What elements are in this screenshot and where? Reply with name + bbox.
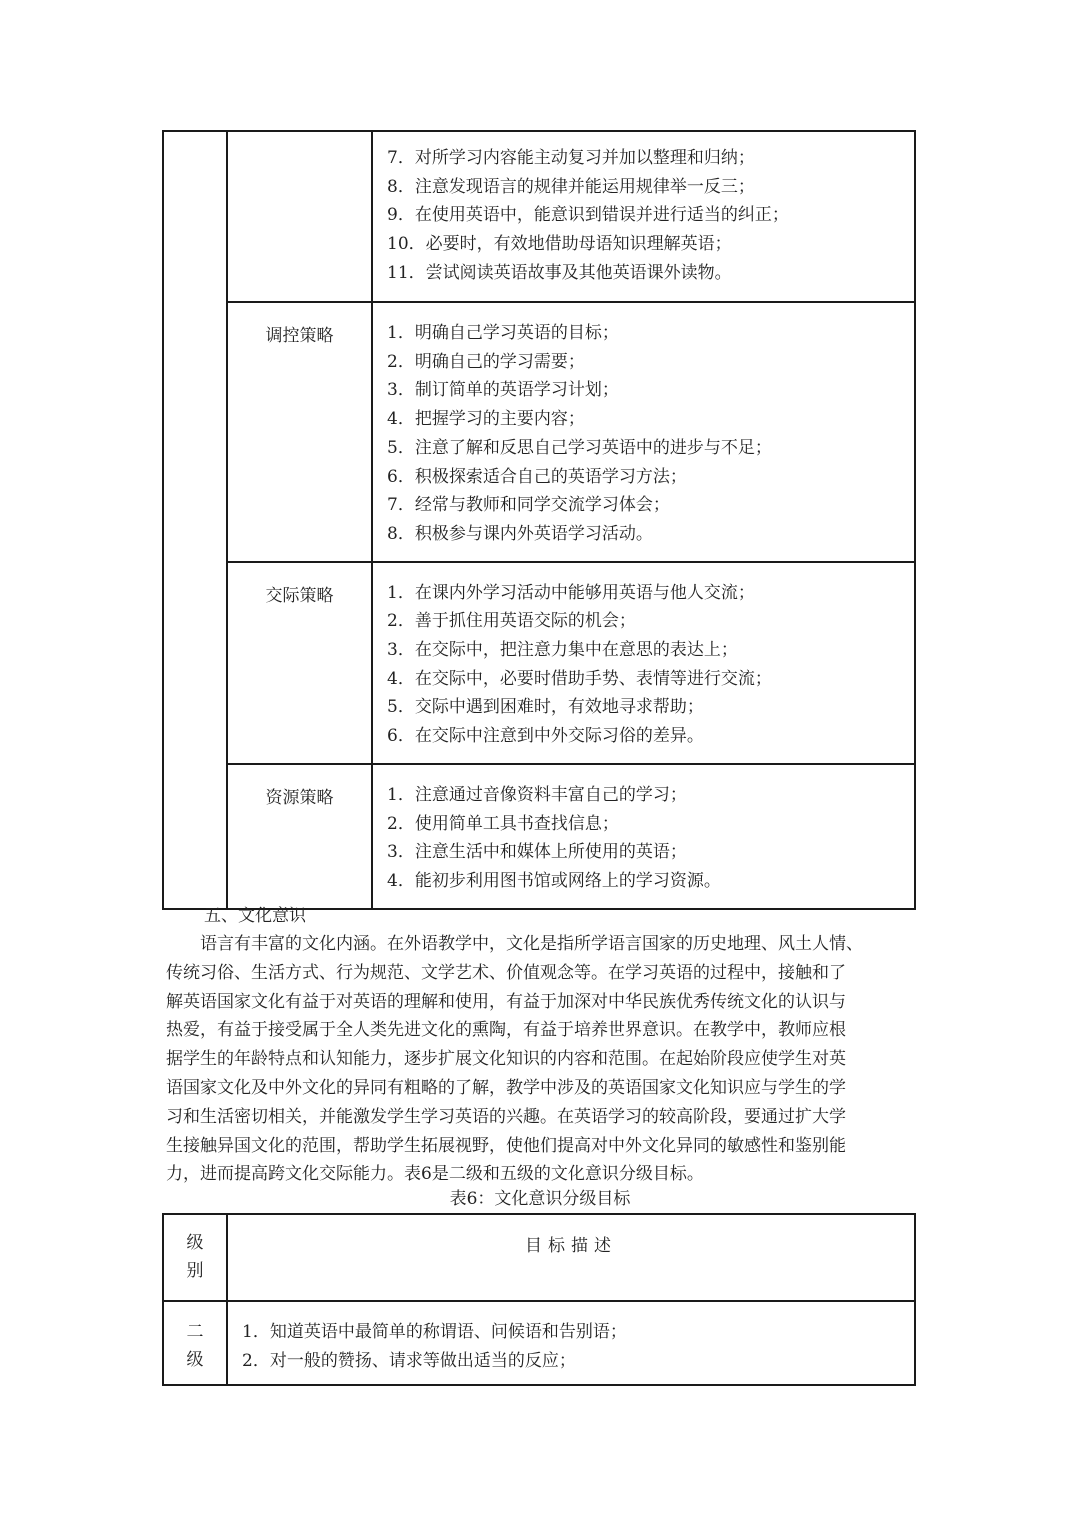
list-item: 3．在交际中，把注意力集中在意思的表达上；	[387, 640, 738, 661]
communicative-items-cell	[372, 562, 915, 764]
list-item: 4．在交际中，必要时借助手势、表情等进行交流；	[387, 668, 772, 689]
table-row-continued	[163, 131, 915, 302]
regulation-strategy-label: 调控策略	[227, 302, 372, 562]
paragraph-line: 热爱，有益于接受属于全人类先进文化的熏陶，有益于培养世界意识。在教学中，教师应根	[166, 1020, 846, 1041]
list-item: 8．积极参与课内外英语学习活动。	[387, 523, 653, 544]
paragraph-line: 习和生活密切相关，并能激发学生学习英语的兴趣。在英语学习的较高阶段，要通过扩大学	[166, 1106, 846, 1127]
body-paragraph	[166, 930, 918, 1189]
level-2-items-cell	[227, 1301, 915, 1385]
list-item: 2．明确自己的学习需要；	[387, 351, 585, 372]
list-item: 4．把握学习的主要内容；	[387, 409, 585, 430]
level-2-cell	[163, 1301, 227, 1385]
header-level-char: 级	[186, 1233, 204, 1253]
list-item: 3．制订简单的英语学习计划；	[387, 380, 619, 401]
list-item: 1．注意通过音像资料丰富自己的学习；	[387, 784, 687, 805]
paragraph-line: 生接触异国文化的范围，帮助学生拓展视野，使他们提高对中外文化异同的敏感性和鉴别能	[166, 1135, 846, 1156]
list-item: 2．使用简单工具书查找信息；	[387, 813, 619, 834]
list-item: 6．积极探索适合自己的英语学习方法；	[387, 466, 687, 487]
list-item: 1．知道英语中最简单的称谓语、问候语和告别语；	[242, 1322, 627, 1342]
paragraph-line: 力，进而提高跨文化交际能力。表6是二级和五级的文化意识分级目标。	[166, 1164, 704, 1185]
paragraph-line: 解英语国家文化有益于对英语的理解和使用，有益于加深对中华民族优秀传统文化的认识与	[166, 991, 846, 1012]
list-item: 6．在交际中注意到中外交际习俗的差异。	[387, 726, 704, 747]
list-item: 10．必要时，有效地借助母语知识理解英语；	[387, 234, 732, 255]
list-item: 5．注意了解和反思自己学习英语中的进步与不足；	[387, 437, 772, 458]
header-level-char: 别	[186, 1261, 204, 1281]
level-char: 二	[186, 1322, 204, 1342]
level-column-cell	[163, 131, 227, 909]
paragraph-line: 语国家文化及中外文化的异同有粗略的了解，教学中涉及的英语国家文化知识应与学生的学	[166, 1077, 846, 1098]
list-item: 3．注意生活中和媒体上所使用的英语；	[387, 842, 687, 863]
resource-strategy-label: 资源策略	[227, 764, 372, 909]
list-item: 11．尝试阅读英语故事及其他英语课外读物。	[387, 262, 732, 283]
paragraph-line: 据学生的年龄特点和认知能力，逐步扩展文化知识的内容和范围。在起始阶段应使学生对英	[166, 1049, 846, 1070]
category-cell-empty	[227, 131, 372, 302]
communicative-strategy-label: 交际策略	[227, 562, 372, 764]
list-item: 1．明确自己学习英语的目标；	[387, 323, 619, 343]
table-row-level-2	[163, 1301, 915, 1385]
paragraph-line: 传统习俗、生活方式、行为规范、文学艺术、价值观念等。在学习英语的过程中，接触和了	[166, 962, 846, 983]
list-item: 8．注意发现语言的规律并能运用规律举一反三；	[387, 176, 755, 197]
list-item: 9．在使用英语中，能意识到错误并进行适当的纠正；	[387, 205, 789, 226]
resource-items-cell	[372, 764, 915, 909]
continued-items-cell	[372, 131, 915, 302]
list-item: 4．能初步利用图书馆或网络上的学习资源。	[387, 870, 721, 891]
section-title: 五、文化意识	[204, 906, 306, 926]
list-item: 5．交际中遇到困难时，有效地寻求帮助；	[387, 697, 704, 718]
table-caption: 表6：文化意识分级目标	[449, 1189, 631, 1209]
list-item: 7．对所学习内容能主动复习并加以整理和归纳；	[387, 148, 755, 168]
table-row-regulation	[163, 302, 915, 562]
header-description-cell: 目标描述	[227, 1214, 915, 1301]
table-row-communicative	[163, 562, 915, 764]
table-header-row	[163, 1214, 915, 1301]
list-item: 2．对一般的赞扬、请求等做出适当的反应；	[242, 1350, 576, 1371]
cultural-awareness-table	[162, 1213, 916, 1386]
regulation-items-cell	[372, 302, 915, 562]
strategies-table	[162, 130, 916, 910]
level-char: 级	[186, 1350, 204, 1370]
paragraph-line: 语言有丰富的文化内涵。在外语教学中，文化是指所学语言国家的历史地理、风土人情、	[166, 934, 863, 954]
list-item: 2．善于抓住用英语交际的机会；	[387, 611, 636, 632]
list-item: 7．经常与教师和同学交流学习体会；	[387, 495, 670, 516]
table-row-resource	[163, 764, 915, 909]
header-level-cell	[163, 1214, 227, 1301]
list-item: 1．在课内外学习活动中能够用英语与他人交流；	[387, 582, 755, 603]
